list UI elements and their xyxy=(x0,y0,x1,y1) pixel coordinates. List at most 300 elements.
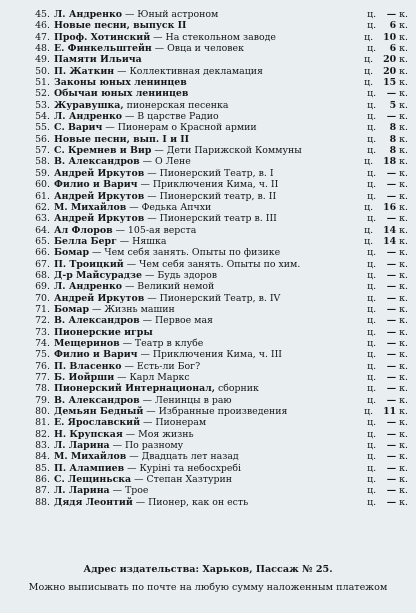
entry-price xyxy=(348,372,408,383)
entry-text xyxy=(54,451,348,462)
entry-title: — Первое мая xyxy=(142,315,213,327)
price-unit: к. xyxy=(399,440,408,452)
price-unit: к. xyxy=(399,201,408,213)
entry-text xyxy=(54,440,348,451)
entry-text xyxy=(54,338,348,349)
entry-title: — Пионерский театр, в. II xyxy=(147,190,277,202)
catalog-entry xyxy=(26,270,408,281)
price-unit: к. xyxy=(399,474,408,486)
price-prefix: ц. xyxy=(367,145,377,157)
entry-number: 66. xyxy=(35,247,50,259)
price-unit: к. xyxy=(399,394,408,406)
entry-price xyxy=(348,293,408,304)
entry-text xyxy=(54,145,348,156)
price-prefix: ц. xyxy=(367,269,377,281)
catalog-entry xyxy=(26,485,408,496)
entry-number: 68. xyxy=(35,269,50,281)
entry-author: С. Кремнев и Вир xyxy=(54,145,152,157)
price-amount: 8 xyxy=(389,145,397,157)
catalog-entry xyxy=(26,406,408,417)
price-unit: к. xyxy=(399,65,408,77)
publisher-address: Адрес издательства: Харьков, Пассаж № 25. xyxy=(83,564,333,575)
entry-text xyxy=(54,202,348,213)
entry-author: П. Алампиев xyxy=(54,462,125,474)
price-unit: к. xyxy=(399,213,408,225)
entry-title: — Двадцать лет назад xyxy=(129,451,239,463)
price-unit: к. xyxy=(399,31,408,43)
entry-title: — Степан Хазтурин xyxy=(134,474,233,486)
entry-text xyxy=(54,213,348,224)
entry-title: — Приключения Кима, ч. II xyxy=(140,179,279,191)
catalog-entry xyxy=(26,9,408,20)
entry-price xyxy=(348,77,408,88)
catalog-entry xyxy=(26,88,408,99)
entry-price xyxy=(348,474,408,485)
catalog-entry xyxy=(26,474,408,485)
price-prefix: ц. xyxy=(367,372,377,383)
catalog-entry xyxy=(26,361,408,372)
entry-author: Бомар xyxy=(54,303,90,315)
entry-title: — Жизнь машин xyxy=(92,303,175,315)
price-prefix: ц. xyxy=(367,451,377,463)
entry-number: 72. xyxy=(35,315,50,327)
price-amount: 18 xyxy=(383,156,397,168)
entry-number: 58. xyxy=(35,156,50,168)
entry-title: — Великий немой xyxy=(124,281,215,293)
entry-price xyxy=(348,485,408,496)
entry-author: Л. Андренко xyxy=(54,9,122,20)
entry-title: — По разному xyxy=(112,440,184,452)
entry-price xyxy=(348,247,408,258)
price-unit: к. xyxy=(399,20,408,32)
entry-number: 55. xyxy=(35,122,50,134)
entry-title: — Театр в клубе xyxy=(122,337,204,349)
catalog-entry xyxy=(26,111,408,122)
entry-title: — Пионерам о Красной армии xyxy=(105,122,257,134)
entry-number: 48. xyxy=(35,43,50,55)
entry-number: 81. xyxy=(35,417,50,429)
entry-author: Андрей Иркутов xyxy=(54,190,145,202)
price-prefix: ц. xyxy=(367,213,377,225)
entry-text xyxy=(54,349,348,360)
price-prefix: ц. xyxy=(367,190,377,202)
price-amount: — xyxy=(386,451,397,463)
price-unit: к. xyxy=(399,111,408,123)
entry-number: 80. xyxy=(35,406,50,418)
catalog-entry xyxy=(26,315,408,326)
entry-number: 71. xyxy=(35,303,50,315)
entry-title: — Трое xyxy=(112,485,149,497)
entry-author: Бомар xyxy=(54,247,90,259)
price-amount: — xyxy=(386,349,397,361)
entry-author: Л. Ларина xyxy=(54,440,110,452)
entry-price xyxy=(348,88,408,99)
price-prefix: ц. xyxy=(367,337,377,349)
price-prefix: ц. xyxy=(367,9,377,20)
price-amount: — xyxy=(386,462,397,474)
price-amount: 6 xyxy=(389,43,397,55)
price-amount: — xyxy=(386,383,397,395)
entry-title: — Овца и человек xyxy=(154,43,244,55)
entry-number: 47. xyxy=(35,31,50,43)
price-amount: 6 xyxy=(389,20,397,32)
entry-number: 46. xyxy=(35,20,50,32)
entry-text xyxy=(54,77,348,88)
price-unit: к. xyxy=(399,485,408,497)
price-amount: 20 xyxy=(383,65,397,77)
entry-text xyxy=(54,474,348,485)
entry-title: — Чем себя занять. Опыты по физике xyxy=(92,247,281,259)
price-amount: 14 xyxy=(383,224,397,236)
price-prefix: ц. xyxy=(367,349,377,361)
entry-number: 49. xyxy=(35,54,50,66)
price-prefix: ц. xyxy=(367,20,377,32)
price-prefix: ц. xyxy=(367,383,377,395)
entry-title: — Юный астроном xyxy=(124,9,219,20)
entry-text xyxy=(54,485,348,496)
price-unit: к. xyxy=(399,315,408,327)
catalog-entry xyxy=(26,304,408,315)
entry-number: 50. xyxy=(35,65,50,77)
entry-title: — 105-ая верста xyxy=(115,224,197,236)
entry-author: М. Михайлов xyxy=(54,451,127,463)
entry-author: Новые песни, вып. I и II xyxy=(54,133,190,145)
price-prefix: ц. xyxy=(367,496,377,508)
price-amount: — xyxy=(386,303,397,315)
entry-author: Новые песни, выпуск II xyxy=(54,20,187,32)
catalog-entry xyxy=(26,168,408,179)
price-amount: — xyxy=(386,247,397,259)
entry-price xyxy=(348,259,408,270)
catalog-entry xyxy=(26,134,408,145)
entry-text xyxy=(54,259,348,270)
entry-title: — Няшка xyxy=(119,235,167,247)
price-unit: к. xyxy=(399,281,408,293)
entry-author: Пионерские игры xyxy=(54,326,153,338)
entry-text xyxy=(54,20,348,31)
entry-title: — Карл Маркс xyxy=(117,372,190,383)
entry-price xyxy=(348,134,408,145)
entry-number: 65. xyxy=(35,235,50,247)
entry-price xyxy=(348,281,408,292)
entry-title: — Пионерский Театр, в. IV xyxy=(147,292,281,304)
entry-text xyxy=(54,281,348,292)
catalog-entry xyxy=(26,247,408,258)
price-prefix: ц. xyxy=(364,31,374,43)
price-prefix: ц. xyxy=(367,428,377,440)
price-prefix: ц. xyxy=(367,303,377,315)
price-prefix: ц. xyxy=(367,167,377,179)
entry-author: П. Власенко xyxy=(54,360,122,372)
entry-title: пионерская песенка xyxy=(126,99,229,111)
price-unit: к. xyxy=(399,337,408,349)
catalog-entry xyxy=(26,145,408,156)
entry-author: Л. Ларина xyxy=(54,485,110,497)
entry-text xyxy=(54,43,348,54)
entry-text xyxy=(54,134,348,145)
catalog-entry xyxy=(26,440,408,451)
catalog-entry xyxy=(26,338,408,349)
price-amount: — xyxy=(386,428,397,440)
price-amount: — xyxy=(386,179,397,191)
entry-author: П. Троицкий xyxy=(54,258,124,270)
entry-text xyxy=(54,191,348,202)
entry-price xyxy=(348,32,408,43)
entry-title: — Дети Парижской Коммуны xyxy=(154,145,302,157)
price-unit: к. xyxy=(399,235,408,247)
entry-price xyxy=(348,451,408,462)
price-prefix: ц. xyxy=(367,122,377,134)
entry-title: — Пионер, как он есть xyxy=(135,496,249,508)
price-prefix: ц. xyxy=(367,326,377,338)
price-amount: — xyxy=(386,167,397,179)
entry-number: 78. xyxy=(35,383,50,395)
price-amount: — xyxy=(386,281,397,293)
price-unit: к. xyxy=(399,406,408,418)
price-amount: 11 xyxy=(383,406,397,418)
catalog-entry xyxy=(26,349,408,360)
entry-number: 70. xyxy=(35,292,50,304)
price-amount: — xyxy=(386,88,397,100)
price-amount: — xyxy=(386,474,397,486)
catalog-entry xyxy=(26,156,408,167)
entry-number: 53. xyxy=(35,99,50,111)
price-unit: к. xyxy=(399,190,408,202)
price-prefix: ц. xyxy=(364,235,374,247)
catalog-entry xyxy=(26,451,408,462)
entry-text xyxy=(54,100,348,111)
price-unit: к. xyxy=(399,88,408,100)
entry-number: 76. xyxy=(35,360,50,372)
entry-price xyxy=(348,304,408,315)
entry-text xyxy=(54,383,348,394)
entry-price xyxy=(348,191,408,202)
entry-text xyxy=(54,406,348,417)
entry-title: — Пионерский театр в. III xyxy=(147,213,277,225)
entry-author: П. Жаткин xyxy=(54,65,115,77)
entry-number: 60. xyxy=(35,179,50,191)
price-unit: к. xyxy=(399,451,408,463)
price-prefix: ц. xyxy=(364,156,374,168)
entry-price xyxy=(348,43,408,54)
entry-author: В. Александров xyxy=(54,315,140,327)
price-amount: 10 xyxy=(383,31,397,43)
catalog-entry xyxy=(26,77,408,88)
entry-author: Мещеринов xyxy=(54,337,120,349)
price-unit: к. xyxy=(399,167,408,179)
price-prefix: ц. xyxy=(367,417,377,429)
catalog-entry xyxy=(26,179,408,190)
entry-price xyxy=(348,100,408,111)
entry-price xyxy=(348,429,408,440)
catalog-entry xyxy=(26,122,408,133)
price-unit: к. xyxy=(399,462,408,474)
price-amount: — xyxy=(386,315,397,327)
entry-price xyxy=(348,361,408,372)
entry-title: — Ленинцы в раю xyxy=(142,394,232,406)
entry-number: 79. xyxy=(35,394,50,406)
entry-author: Л. Андренко xyxy=(54,281,122,293)
entry-title: — Будь здоров xyxy=(144,269,218,281)
entry-author: Филио и Варич xyxy=(54,349,138,361)
entry-price xyxy=(348,168,408,179)
entry-title: — Приключения Кима, ч. III xyxy=(140,349,283,361)
entry-author: Андрей Иркутов xyxy=(54,292,145,304)
entry-author: Андрей Иркутов xyxy=(54,167,145,179)
mail-order-note: Можно выписывать по почте на любую сумму наложенным платежом xyxy=(28,582,388,593)
entry-number: 82. xyxy=(35,428,50,440)
price-amount: — xyxy=(386,394,397,406)
price-prefix: ц. xyxy=(367,258,377,270)
entry-number: 67. xyxy=(35,258,50,270)
price-unit: к. xyxy=(399,360,408,372)
entry-author: Б. Иойрши xyxy=(54,372,115,383)
entry-author: Дядя Леонтий xyxy=(54,496,133,508)
entry-author: Журавушка, xyxy=(54,99,124,111)
entry-number: 63. xyxy=(35,213,50,225)
entry-author: Н. Крупская xyxy=(54,428,123,440)
entry-number: 86. xyxy=(35,474,50,486)
price-unit: к. xyxy=(399,496,408,508)
catalog-entry xyxy=(26,395,408,406)
entry-text xyxy=(54,417,348,428)
catalog-entry xyxy=(26,417,408,428)
price-prefix: ц. xyxy=(367,43,377,55)
catalog-entry xyxy=(26,463,408,474)
entry-price xyxy=(348,111,408,122)
price-unit: к. xyxy=(399,99,408,111)
catalog-entry xyxy=(26,213,408,224)
entry-text xyxy=(54,156,348,167)
entry-number: 56. xyxy=(35,133,50,145)
entry-text xyxy=(54,32,348,43)
catalog-entry xyxy=(26,293,408,304)
entry-text xyxy=(54,247,348,258)
entry-number: 45. xyxy=(35,9,50,20)
price-unit: к. xyxy=(399,326,408,338)
entry-price xyxy=(348,338,408,349)
entry-author: Демьян Бедный xyxy=(54,406,144,418)
entry-text xyxy=(54,315,348,326)
entry-text xyxy=(54,236,348,247)
price-unit: к. xyxy=(399,77,408,89)
entry-price xyxy=(348,179,408,190)
entry-price xyxy=(348,383,408,394)
entry-text xyxy=(54,304,348,315)
entry-author: Л. Андренко xyxy=(54,111,122,123)
entry-text xyxy=(54,395,348,406)
entry-title: — Пионерский Театр, в. I xyxy=(147,167,274,179)
entry-price xyxy=(348,9,408,20)
catalog-entry xyxy=(26,236,408,247)
entry-author: М. Михайлов xyxy=(54,201,127,213)
entry-text xyxy=(54,327,348,338)
entry-number: 85. xyxy=(35,462,50,474)
entry-text xyxy=(54,168,348,179)
entry-author: Е. Финкельштейн xyxy=(54,43,152,55)
entry-title: — На стекольном заводе xyxy=(153,31,276,43)
entry-author: Андрей Иркутов xyxy=(54,213,145,225)
price-amount: 8 xyxy=(389,122,397,134)
price-amount: — xyxy=(386,337,397,349)
price-unit: к. xyxy=(399,9,408,20)
price-amount: — xyxy=(386,111,397,123)
entry-price xyxy=(348,395,408,406)
price-amount: — xyxy=(386,258,397,270)
entry-author: С. Лещиньска xyxy=(54,474,132,486)
entry-text xyxy=(54,54,348,65)
price-prefix: ц. xyxy=(364,406,374,418)
price-amount: — xyxy=(386,213,397,225)
price-prefix: ц. xyxy=(367,360,377,372)
price-unit: к. xyxy=(399,133,408,145)
price-unit: к. xyxy=(399,417,408,429)
price-unit: к. xyxy=(399,145,408,157)
price-prefix: ц. xyxy=(367,315,377,327)
price-unit: к. xyxy=(399,269,408,281)
entry-author: Ал Флоров xyxy=(54,224,113,236)
price-prefix: ц. xyxy=(367,99,377,111)
catalog-entry xyxy=(26,100,408,111)
price-amount: 20 xyxy=(383,54,397,66)
entry-number: 84. xyxy=(35,451,50,463)
entry-price xyxy=(348,20,408,31)
entry-text xyxy=(54,111,348,122)
entry-author: Е. Ярославский xyxy=(54,417,141,429)
price-prefix: ц. xyxy=(367,133,377,145)
price-prefix: ц. xyxy=(364,65,374,77)
price-prefix: ц. xyxy=(367,292,377,304)
price-prefix: ц. xyxy=(364,77,374,89)
price-unit: к. xyxy=(399,179,408,191)
price-amount: 16 xyxy=(383,201,397,213)
entry-price xyxy=(348,202,408,213)
entry-price xyxy=(348,213,408,224)
price-unit: к. xyxy=(399,383,408,395)
catalog-entry xyxy=(26,32,408,43)
entry-text xyxy=(54,9,348,20)
entry-number: 87. xyxy=(35,485,50,497)
entry-number: 83. xyxy=(35,440,50,452)
price-prefix: ц. xyxy=(367,474,377,486)
catalog-entry xyxy=(26,259,408,270)
price-unit: к. xyxy=(399,122,408,134)
price-unit: к. xyxy=(399,247,408,259)
entry-author: Филио и Варич xyxy=(54,179,138,191)
entry-author: В. Александров xyxy=(54,156,140,168)
entry-title: — Федька Апчхи xyxy=(129,201,212,213)
entry-number: 59. xyxy=(35,167,50,179)
entry-price xyxy=(348,54,408,65)
entry-text xyxy=(54,225,348,236)
entry-price xyxy=(348,497,408,508)
entry-price xyxy=(348,406,408,417)
entry-price xyxy=(348,440,408,451)
entry-text xyxy=(54,66,348,77)
entry-author: Памяти Ильича xyxy=(54,54,142,66)
price-prefix: ц. xyxy=(367,485,377,497)
price-prefix: ц. xyxy=(367,281,377,293)
entry-author: Пионерский Интернационал, xyxy=(54,383,216,395)
entry-price xyxy=(348,327,408,338)
price-prefix: ц. xyxy=(367,179,377,191)
entry-price xyxy=(348,417,408,428)
entry-text xyxy=(54,372,348,383)
entry-price xyxy=(348,463,408,474)
price-amount: 14 xyxy=(383,235,397,247)
entry-price xyxy=(348,315,408,326)
price-amount: 15 xyxy=(383,77,397,89)
